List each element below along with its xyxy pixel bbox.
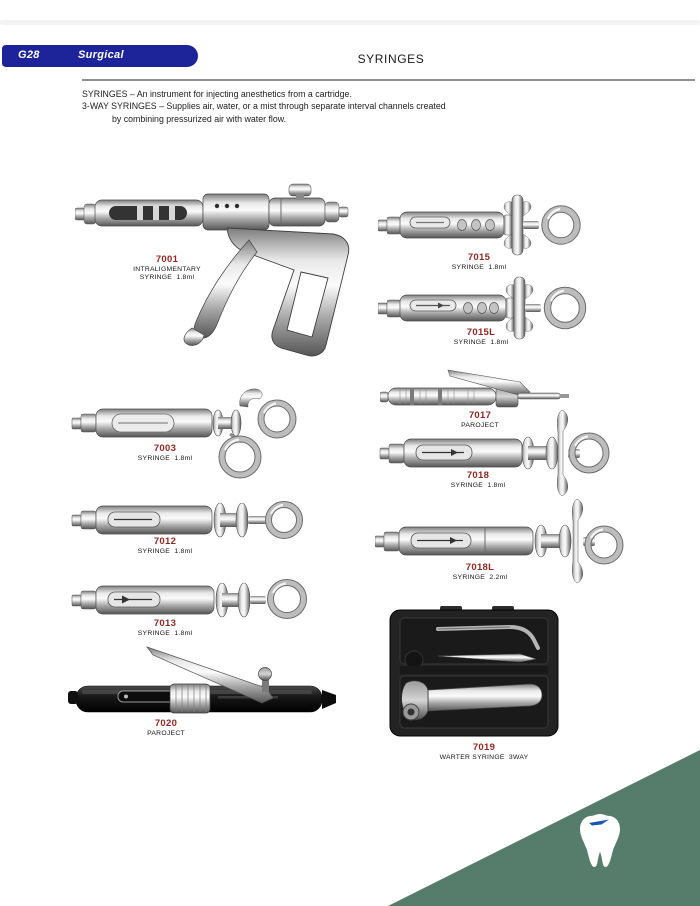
thumb-ring bbox=[258, 400, 296, 438]
product-name: SYRINGE 1.8ml bbox=[451, 263, 507, 271]
product-label-7003 bbox=[85, 444, 245, 463]
product-name: SYRINGE 1.8ml bbox=[137, 629, 193, 637]
intro-line: SYRINGES – An instrument for injecting anesthetics from a cartridge. bbox=[82, 89, 352, 99]
product-name: INTRALIGMENTARY bbox=[133, 265, 201, 273]
product-name: SYRINGE 1.8ml bbox=[450, 481, 506, 489]
product-code: 7003 bbox=[153, 443, 177, 454]
header-rule bbox=[82, 79, 695, 81]
product-label-7012 bbox=[85, 537, 245, 556]
tooth-icon bbox=[578, 812, 622, 870]
product-name: WARTER SYRINGE 3WAY bbox=[439, 753, 529, 761]
product-label-7019 bbox=[404, 743, 564, 762]
product-code: 7015L bbox=[466, 327, 496, 338]
product-code: 7013 bbox=[153, 618, 177, 629]
product-code: 7018L bbox=[465, 562, 495, 573]
product-code: 7001 bbox=[155, 254, 179, 265]
product-image-7017 bbox=[380, 362, 580, 410]
intro-line: by combining pressurized air with water flow. bbox=[112, 113, 287, 124]
section-title: Surgical bbox=[78, 49, 124, 61]
product-code: 7017 bbox=[468, 410, 492, 421]
page-title: SYRINGES bbox=[357, 52, 425, 66]
product-name: SYRINGE 1.8ml bbox=[139, 274, 195, 282]
product-label-7001 bbox=[87, 255, 247, 283]
product-image-7019 bbox=[388, 604, 560, 740]
product-label-7015 bbox=[399, 253, 559, 272]
scan-artifact bbox=[0, 20, 700, 25]
product-name: SYRINGE 1.8ml bbox=[137, 547, 193, 555]
product-label-7018 bbox=[398, 471, 558, 490]
product-label-7015L bbox=[401, 328, 561, 347]
finger-ring bbox=[266, 502, 303, 539]
finger-ring bbox=[542, 206, 580, 244]
intro-text bbox=[82, 88, 642, 125]
wing-blade bbox=[572, 499, 583, 583]
section-banner bbox=[2, 45, 198, 67]
product-code: 7020 bbox=[154, 718, 178, 729]
product-label-7020 bbox=[86, 719, 246, 738]
intro-line: 3-WAY SYRINGES – Supplies air, water, or a mist through separate interval channels created bbox=[82, 101, 446, 112]
page-code: G28 bbox=[18, 49, 40, 61]
product-label-7013 bbox=[85, 619, 245, 638]
syringe-barrel bbox=[95, 200, 203, 226]
finger-ring bbox=[569, 433, 609, 473]
product-image-7003 bbox=[70, 386, 315, 486]
product-name: PAROJECT bbox=[461, 421, 499, 429]
product-code: 7018 bbox=[466, 470, 490, 481]
wing-blade bbox=[557, 410, 568, 496]
product-name: SYRINGE 2.2ml bbox=[452, 573, 508, 581]
product-image-7015 bbox=[378, 192, 606, 260]
finger-ring bbox=[585, 526, 623, 564]
product-name: SYRINGE 1.8ml bbox=[453, 338, 509, 346]
product-code: 7019 bbox=[472, 742, 496, 753]
product-name: PAROJECT bbox=[147, 729, 185, 737]
product-name: SYRINGE 1.8ml bbox=[137, 454, 193, 462]
product-code: 7015 bbox=[467, 252, 491, 263]
product-label-7018L bbox=[400, 563, 560, 582]
finger-ring bbox=[544, 287, 585, 328]
accent-triangle bbox=[388, 750, 700, 906]
finger-ring bbox=[268, 580, 307, 619]
product-code: 7012 bbox=[153, 536, 177, 547]
aspirating-hook bbox=[240, 389, 262, 407]
